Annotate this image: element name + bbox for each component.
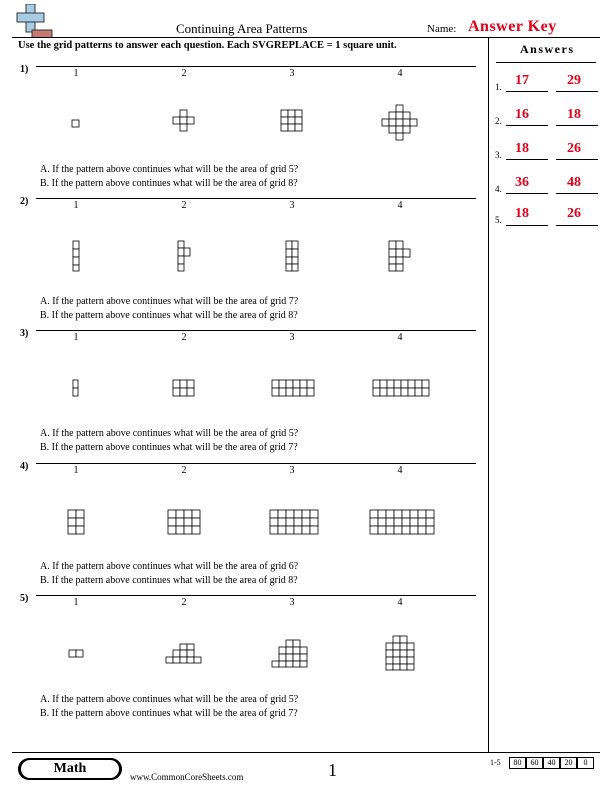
grid-figure-3 [272,380,314,396]
website: www.CommonCoreSheets.com [130,772,244,782]
answer-a: 18 [515,141,529,156]
grid-figure-2 [173,380,194,396]
answer-line [506,193,548,194]
grid-figure-2 [168,510,200,534]
grid-label: 4 [397,68,403,79]
answer-line [556,125,598,126]
grid-label: 2 [181,200,187,211]
score-box: 60 [526,757,543,769]
grid-figure-1 [72,120,79,127]
question-a: A. If the pattern above continues what will be the area of grid 5? [40,694,299,705]
problem-rule [36,463,476,464]
answer-line [556,91,598,92]
question-a: A. If the pattern above continues what will be the area of grid 7? [40,296,299,307]
problem-rule [36,330,476,331]
grid-label: 3 [289,200,295,211]
grid-figure-3 [270,510,318,534]
answers-divider [488,37,489,752]
answer-number: 5. [495,215,502,225]
answer-line [506,125,548,126]
score-box: 80 [509,757,526,769]
grid-label: 2 [181,597,187,608]
answers-title-rule [496,62,596,63]
answer-line [556,193,598,194]
answer-b: 18 [567,107,581,122]
pattern-row [0,376,480,400]
math-badge-label: Math [53,761,87,776]
grid-label: 1 [73,465,79,476]
question-a: A. If the pattern above continues what will be the area of grid 5? [40,428,299,439]
answer-key-label: Answer Key [468,18,557,35]
grid-figure-2 [173,110,194,131]
grid-label: 1 [73,200,79,211]
answer-a: 18 [515,206,529,221]
worksheet-title: Continuing Area Patterns [176,21,308,36]
grid-label: 4 [397,597,403,608]
question-b: B. If the pattern above continues what will be the area of grid 7? [40,708,298,719]
problem-number: 4) [20,461,29,472]
grid-label: 3 [289,332,295,343]
answer-b: 26 [567,206,581,221]
answer-line [506,225,548,226]
grid-figure-4 [386,636,414,670]
answer-b: 26 [567,141,581,156]
pattern-row [0,634,480,674]
grid-figure-4 [389,241,410,271]
grid-label: 3 [289,465,295,476]
question-b: B. If the pattern above continues what will be the area of grid 7? [40,442,298,453]
grid-figure-1 [73,380,78,396]
answer-number: 2. [495,116,502,126]
answer-b: 48 [567,175,581,190]
grid-figure-1 [69,650,83,657]
score-box: 40 [543,757,560,769]
score-range: 1-5 [490,758,501,767]
answer-number: 4. [495,184,502,194]
grid-figure-3 [286,241,298,271]
pattern-row [0,506,480,536]
grid-label: 4 [397,200,403,211]
grid-label: 1 [73,68,79,79]
grid-figure-4 [373,380,429,396]
name-label: Name: [427,23,457,35]
score-box: 0 [577,757,594,769]
question-b: B. If the pattern above continues what will be the area of grid 8? [40,310,298,321]
grid-label: 2 [181,465,187,476]
problem-rule [36,198,476,199]
pattern-row [0,236,480,276]
question-b: B. If the pattern above continues what will be the area of grid 8? [40,575,298,586]
grid-label: 1 [73,597,79,608]
grid-figure-2 [166,644,201,663]
grid-label: 4 [397,332,403,343]
problem-rule [36,66,476,67]
problem-number: 5) [20,593,29,604]
grid-figure-2 [178,241,190,271]
grid-label: 3 [289,68,295,79]
question-b: B. If the pattern above continues what will be the area of grid 8? [40,178,298,189]
answer-b: 29 [567,73,581,88]
pattern-row [0,96,480,146]
logo [14,4,54,38]
grid-label: 1 [73,332,79,343]
math-badge [18,758,122,780]
grid-label: 2 [181,68,187,79]
problem-rule [36,595,476,596]
grid-figure-1 [73,241,79,271]
grid-figure-1 [68,510,84,534]
question-a: A. If the pattern above continues what will be the area of grid 6? [40,561,299,572]
answer-line [556,225,598,226]
problem-number: 1) [20,64,29,75]
answers-title: Answers [520,42,575,56]
footer-rule [12,752,600,753]
score-box: 20 [560,757,577,769]
answer-a: 16 [515,107,529,122]
grid-figure-3 [281,110,302,131]
grid-figure-3 [272,640,307,667]
problem-number: 2) [20,196,29,207]
answer-line [506,91,548,92]
answer-a: 17 [515,73,529,88]
answer-line [506,159,548,160]
question-a: A. If the pattern above continues what will be the area of grid 5? [40,164,299,175]
grid-figure-4 [382,105,417,140]
answer-line [556,159,598,160]
grid-label: 4 [397,465,403,476]
answer-a: 36 [515,175,529,190]
problem-number: 3) [20,328,29,339]
grid-figure-4 [370,510,434,534]
answer-number: 3. [495,150,502,160]
answer-number: 1. [495,82,502,92]
header-rule [12,37,600,38]
instructions: Use the grid patterns to answer each question. Each SVGREPLACE = 1 square unit. [18,40,397,51]
grid-label: 3 [289,597,295,608]
page-number: 1 [328,760,337,780]
grid-label: 2 [181,332,187,343]
